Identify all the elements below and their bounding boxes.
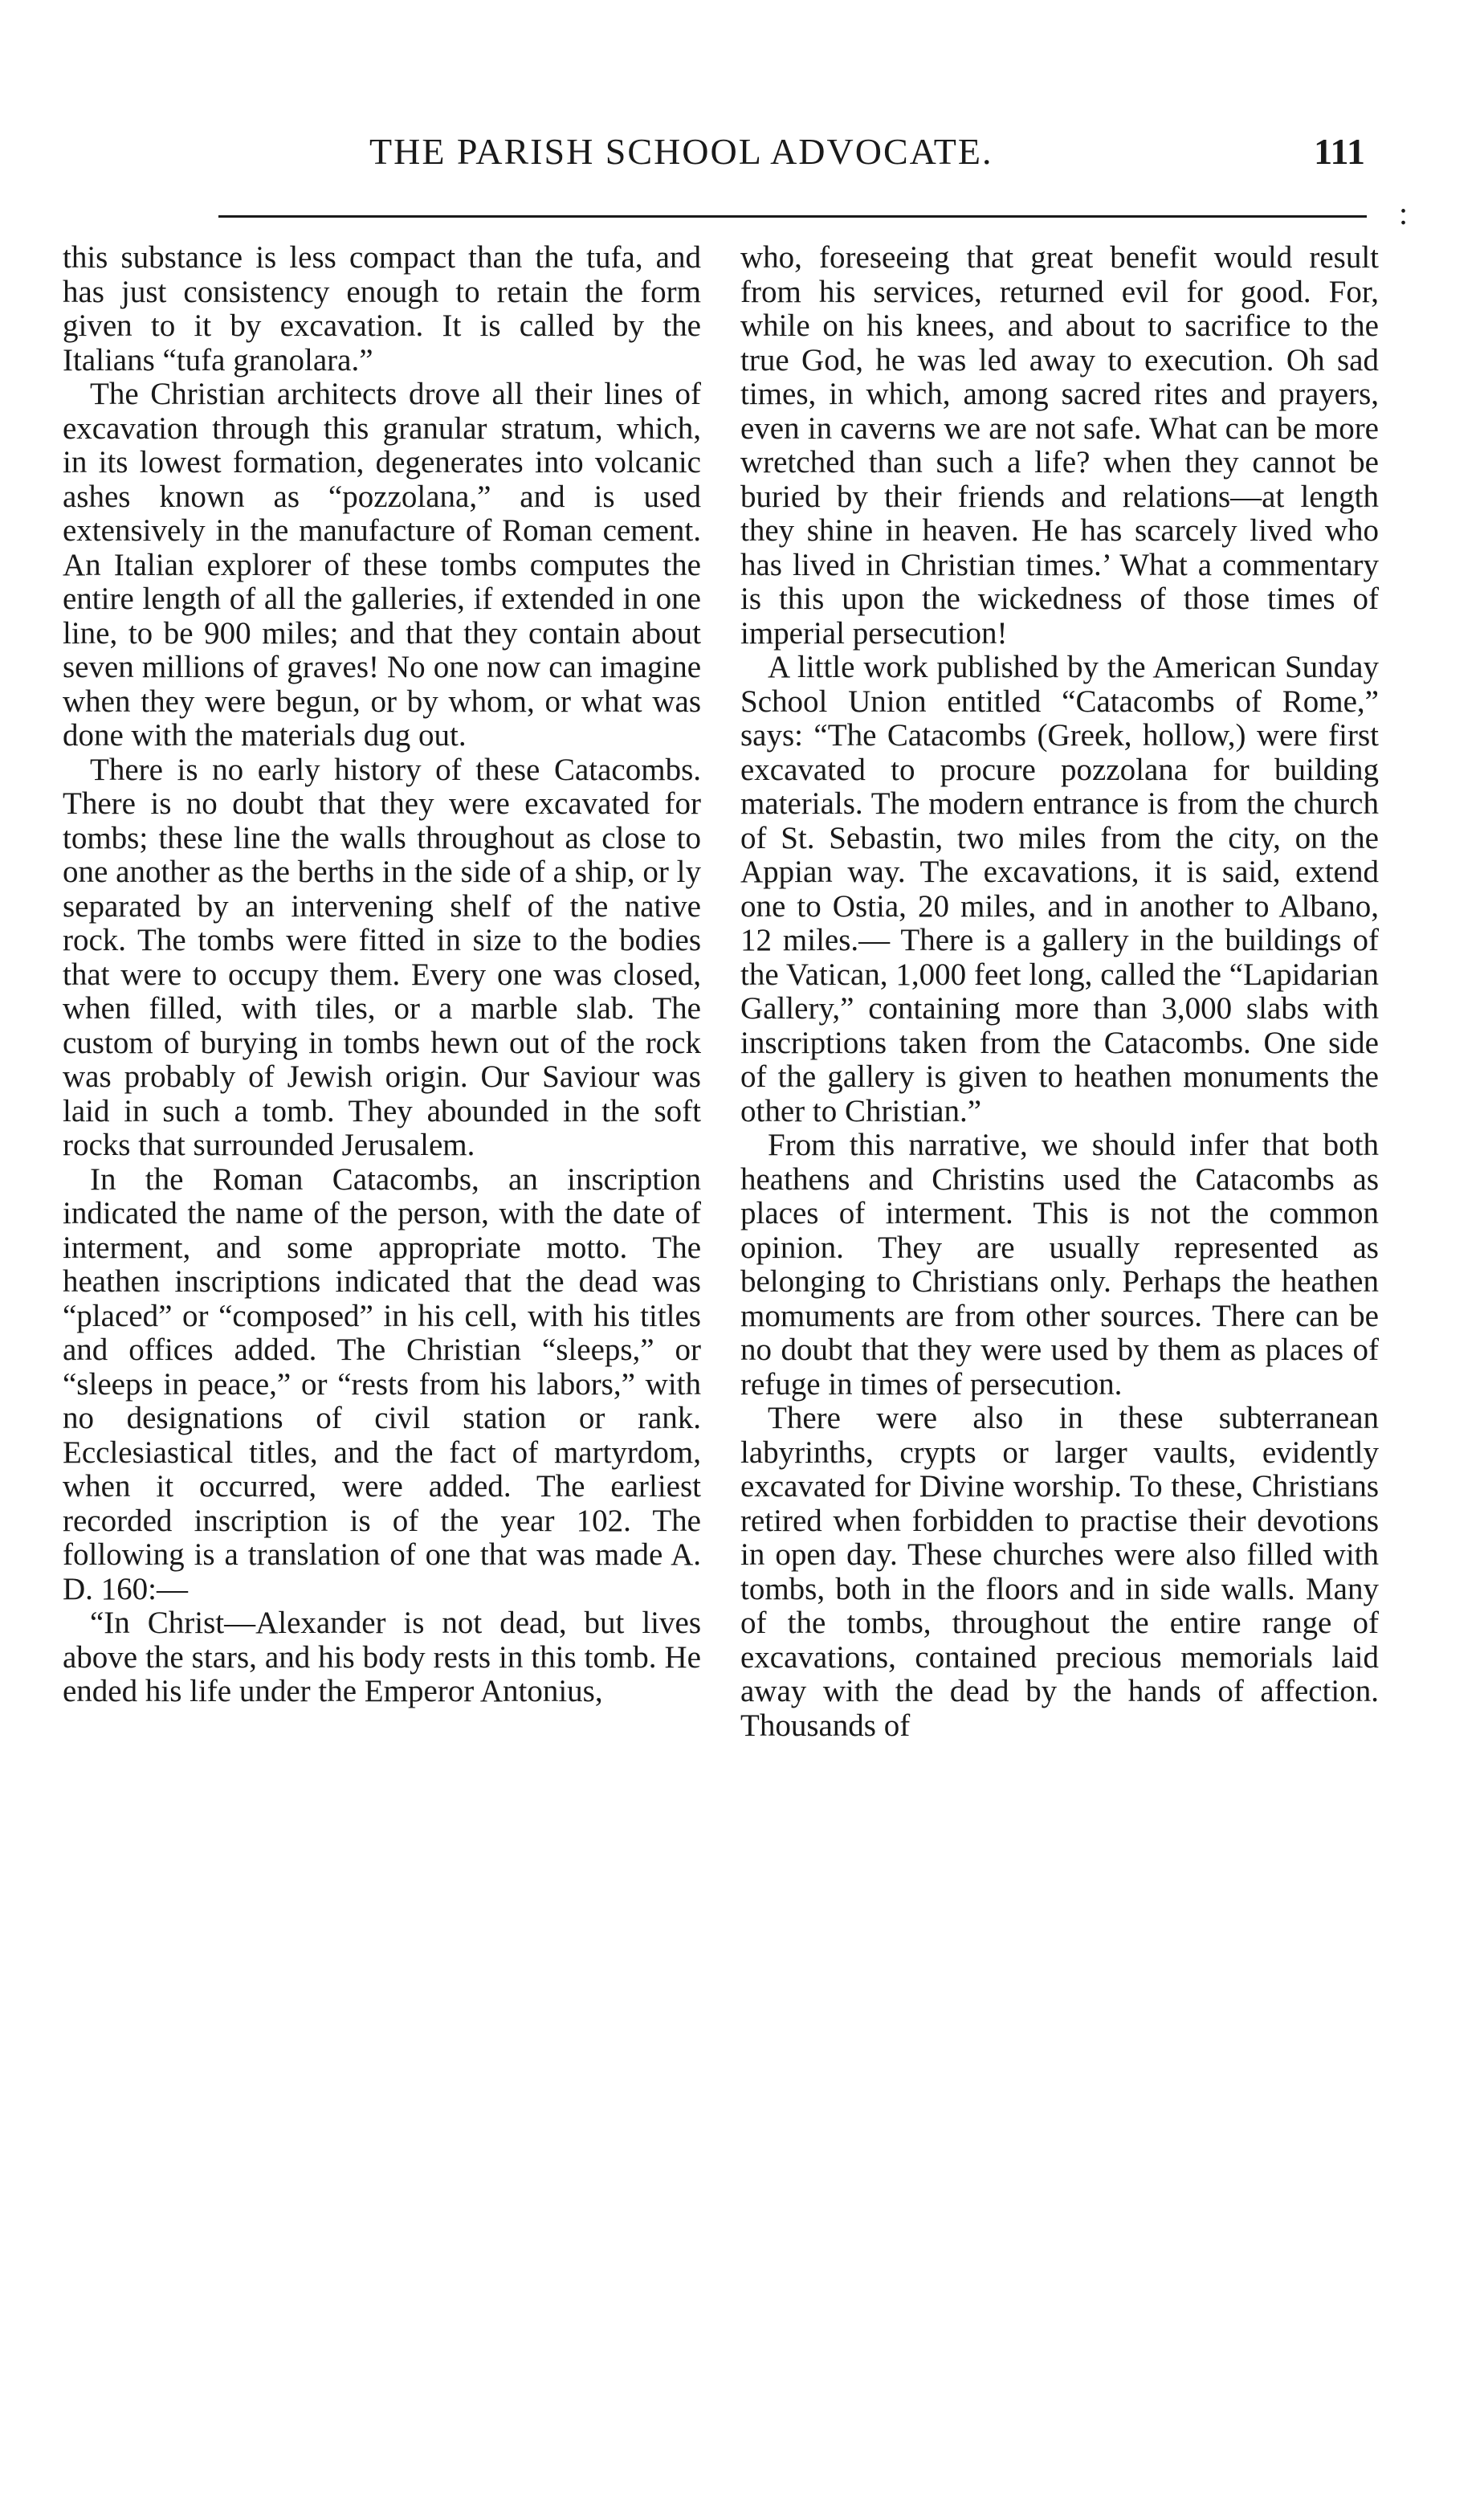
paragraph: The Christian architects drove all their lines of excavation through this granular stratum, which, in its lowest formation, degenerates into volcanic ashes known as “pozzolana,” and is used extensively in the manufacture of Roman cement. An Italian explorer of these tombs computes the entire length of all the galleries, if extended in one line, to be 900 miles; and that they contain about seven millions of graves! No one now can imagine when they were begun, or by whom, or what was done with the materials dug out. <box>63 377 701 753</box>
paragraph: who, foreseeing that great benefit would result from his services, returned evil for good. For, while on his knees, and about to sacrifice to the true God, he was led away to execution. Oh sad times, in which, among sacred rites and prayers, even in caverns we are not safe. What can be more wretched than such a life? when they cannot be buried by their friends and relations—at length they shine in heaven. He has scarcely lived who has lived in Christian times.’ What a commentary is this upon the wickedness of those times of imperial persecution! <box>740 240 1379 651</box>
page-number: 111 <box>1314 131 1365 172</box>
paragraph: “In Christ—Alexander is not dead, but lives above the stars, and his body rests in this tomb. He ended his life under the Emperor Antonius, <box>63 1606 701 1708</box>
header-rule-mark: : <box>1399 195 1409 231</box>
header-rule <box>218 215 1367 218</box>
paragraph: There were also in these subterranean labyrinths, crypts or larger vaults, evidently excavated for Divine worship. To these, Christians retired when forbidden to practise their devotions in open day. These churches were also filled with tombs, both in the floors and in side walls. Many of the tombs, throughout the entire range of excavations, contained precious memorials laid away with the dead by the hands of affection. Thousands of <box>740 1401 1379 1743</box>
left-column <box>63 241 701 1709</box>
paragraph: In the Roman Catacombs, an inscription indicated the name of the person, with the date of interment, and some appropriate motto. The heathen inscriptions indicated that the dead was “placed” or “composed” in his cell, with his titles and offices added. The Christian “sleeps,” or “sleeps in peace,” or “rests from his labors,” with no designations of civil station or rank. Ecclesiastical titles, and the fact of martyrdom, when it occurred, were added. The earliest recorded inscription is of the year 102. The following is a translation of one that was made A. D. 160:— <box>63 1161 701 1606</box>
paragraph: There is no early history of these Catacombs. There is no doubt that they were excavated for tombs; these line the walls throughout as close to one another as the berths in the side of a ship, or ly separated by an intervening shelf of the native rock. The tombs were fitted in size to the bodies that were to occupy them. Every one was closed, when filled, with tiles, or a marble slab. The custom of burying in tombs hewn out of the rock was probably of Jewish origin. Our Saviour was laid in such a tomb. They abounded in the soft rocks that surrounded Jerusalem. <box>63 752 701 1162</box>
paragraph: A little work published by the American Sunday School Union entitled “Catacombs of Rome,” says: “The Catacombs (Greek, hollow,) were first excavated to procure pozzolana for building materials. The modern entrance is from the church of St. Sebastin, two miles from the city, on the Appian way. The excavations, it is said, extend one to Ostia, 20 miles, and in another to Albano, 12 miles.— There is a gallery in the buildings of the Vatican, 1,000 feet long, called the “Lapidarian Gallery,” containing more than 3,000 slabs with inscriptions taken from the Catacombs. One side of the gallery is given to heathen monuments the other to Christian.” <box>740 650 1379 1128</box>
publication-title: THE PARISH SCHOOL ADVOCATE. <box>369 131 993 172</box>
paragraph: From this narrative, we should infer that both heathens and Christins used the Catacombs as places of interment. This is not the common opinion. They are usually represented as belonging to Christians only. Perhaps the heathen momuments are from other sources. There can be no doubt that they were used by them as places of refuge in times of persecution. <box>740 1128 1379 1402</box>
right-column <box>740 241 1379 1743</box>
running-header <box>201 130 1389 178</box>
paragraph: this substance is less compact than the tufa, and has just consistency enough to retain the form given to it by excavation. It is called by the Italians “tufa granolara.” <box>63 240 701 377</box>
